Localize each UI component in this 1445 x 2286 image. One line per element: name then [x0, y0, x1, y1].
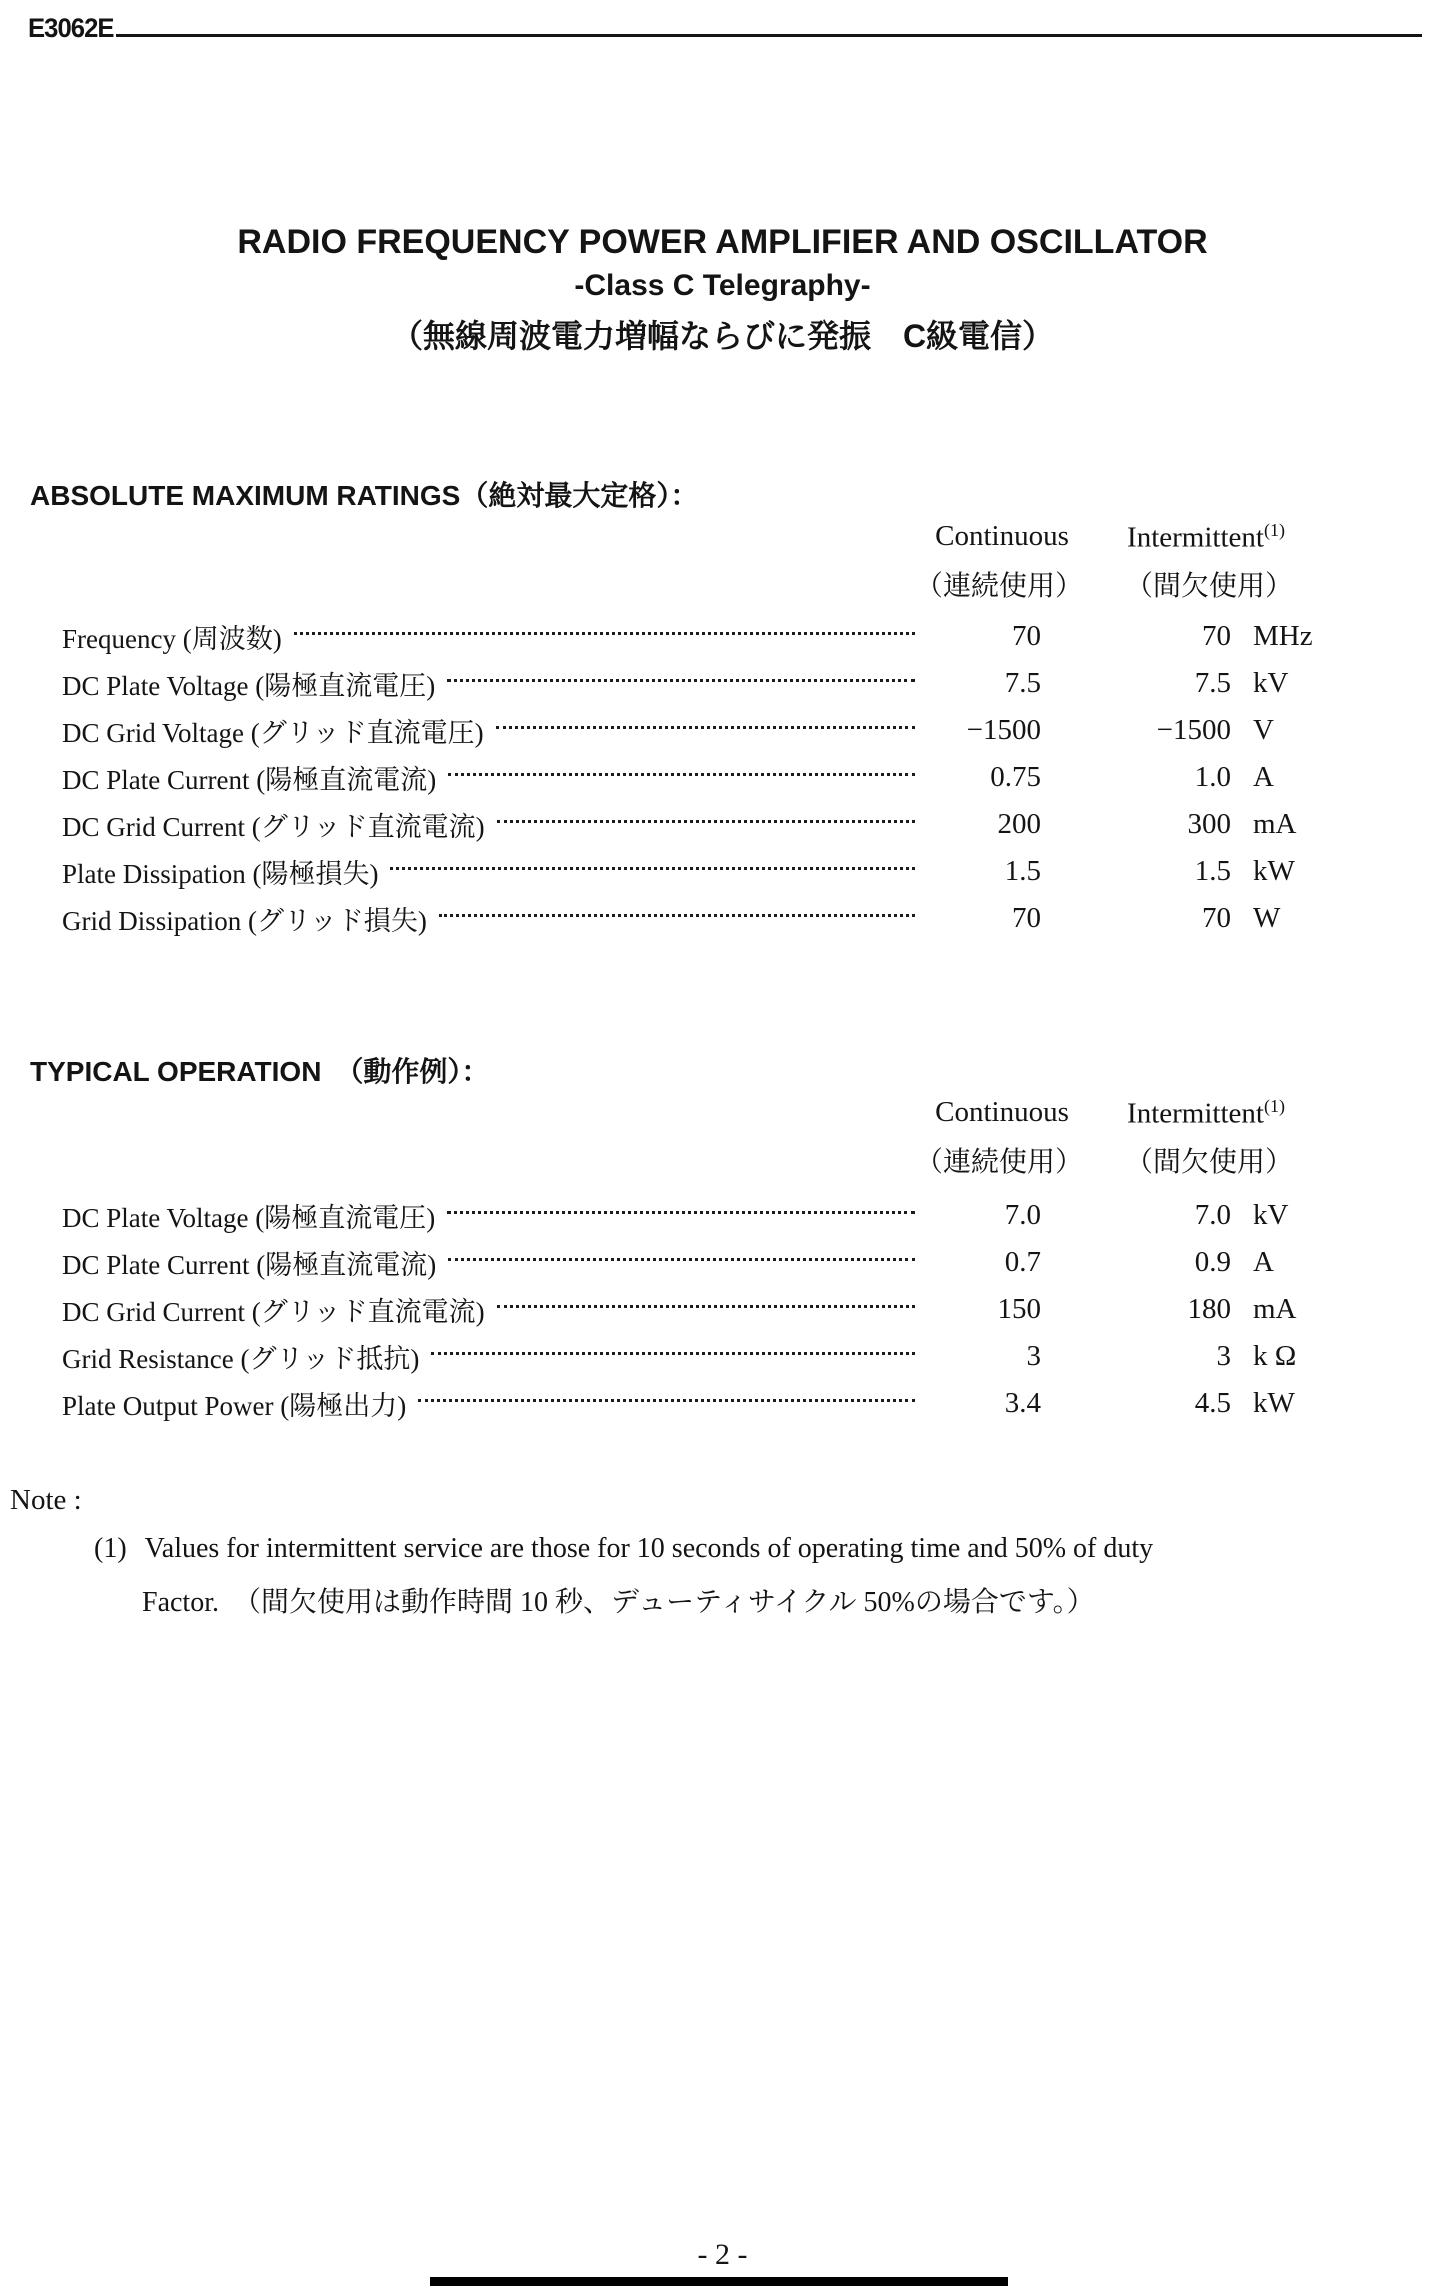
column-header-intermittent: Intermittent$^{(1)}$	[1127, 520, 1285, 554]
value-unit: kV	[1253, 667, 1289, 699]
note-line-1	[94, 1533, 1153, 1565]
leader-dots	[431, 1352, 915, 1355]
value-unit: V	[1253, 714, 1274, 746]
column-header-continuous: Continuous	[935, 1096, 1069, 1128]
value-continuous: 70	[1012, 902, 1041, 934]
section-heading-typical-operation: TYPICAL OPERATION （動作例）：	[30, 1056, 490, 1087]
row-label: Plate Dissipation (陽極損失)	[62, 859, 379, 889]
table-row	[62, 1380, 1330, 1427]
row-label: DC Grid Voltage (グリッド直流電圧)	[62, 718, 484, 748]
value-continuous: 70	[1012, 620, 1041, 652]
table-row	[62, 801, 1330, 848]
value-intermittent: 70	[1202, 902, 1231, 934]
value-unit: A	[1253, 1246, 1274, 1278]
value-unit: A	[1253, 761, 1274, 793]
value-continuous: 7.5	[1004, 667, 1041, 699]
footnote-marker: (1)	[1263, 1096, 1285, 1116]
note-item-number: (1)	[94, 1533, 127, 1564]
absolute-maximum-ratings-table	[62, 613, 1330, 942]
table-row	[62, 1286, 1330, 1333]
value-continuous: 200	[997, 808, 1041, 840]
leader-dots	[418, 1399, 915, 1402]
leader-dots	[447, 679, 915, 682]
value-continuous: 150	[997, 1293, 1041, 1325]
row-label: DC Grid Current (グリッド直流電流)	[62, 1297, 485, 1327]
note-text: Values for intermittent service are those for 10 seconds of operating time and 50% of duty	[144, 1533, 1154, 1564]
row-label: Grid Resistance (グリッド抵抗)	[62, 1344, 420, 1374]
section-heading-absolute-maximum-ratings: ABSOLUTE MAXIMUM RATINGS（絶対最大定格）：	[30, 480, 699, 511]
row-label: DC Plate Current (陽極直流電流)	[62, 765, 437, 795]
table-row	[62, 660, 1330, 707]
column-header-continuous-jp: （連続使用）	[914, 571, 1084, 602]
table-row	[62, 1239, 1330, 1286]
value-unit: kW	[1253, 855, 1295, 887]
page-number: - 2 -	[697, 2238, 748, 2271]
table-row	[62, 848, 1330, 895]
value-unit: kW	[1253, 1387, 1295, 1419]
row-label: DC Grid Current (グリッド直流電流)	[62, 812, 485, 842]
row-label: Grid Dissipation (グリッド損失)	[62, 906, 427, 936]
note-block	[10, 1484, 1153, 1620]
value-intermittent: 0.9	[1194, 1246, 1231, 1278]
table-row	[62, 895, 1330, 942]
page-title-japanese: （無線周波電力増幅ならびに発振 C級電信）	[390, 318, 1055, 354]
value-unit: MHz	[1253, 620, 1313, 652]
column-header-intermittent: Intermittent$^{(1)}$	[1127, 1096, 1285, 1130]
value-intermittent: 3	[1216, 1340, 1231, 1372]
value-intermittent: 4.5	[1194, 1387, 1231, 1419]
value-continuous: 1.5	[1004, 855, 1041, 887]
value-unit: kV	[1253, 1199, 1289, 1231]
table-row	[62, 707, 1330, 754]
table-row	[62, 754, 1330, 801]
note-line-2: Factor. （間欠使用は動作時間 10 秒、デューティサイクル 50%の場合です。）	[142, 1587, 1095, 1618]
value-unit: k Ω	[1253, 1340, 1297, 1372]
title-block	[0, 222, 1445, 362]
value-unit: mA	[1253, 808, 1297, 840]
value-intermittent: 1.5	[1194, 855, 1231, 887]
table-row	[62, 1333, 1330, 1380]
leader-dots	[390, 867, 915, 870]
value-intermittent: 7.5	[1194, 667, 1231, 699]
scan-artifact-bar	[430, 2277, 1008, 2286]
value-unit: mA	[1253, 1293, 1297, 1325]
page-subtitle: -Class C Telegraphy-	[574, 269, 871, 302]
leader-dots	[448, 773, 915, 776]
row-label: DC Plate Current (陽極直流電流)	[62, 1250, 437, 1280]
typical-operation-table	[62, 1192, 1330, 1427]
page-title: RADIO FREQUENCY POWER AMPLIFIER AND OSCILLATOR	[237, 223, 1208, 261]
value-continuous: 0.75	[990, 761, 1041, 793]
doc-id: E3062E	[28, 13, 114, 43]
table-row	[62, 613, 1330, 660]
table-row	[62, 1192, 1330, 1239]
leader-dots	[497, 820, 915, 823]
row-label: DC Plate Voltage (陽極直流電圧)	[62, 671, 436, 701]
note-label: Note :	[10, 1484, 82, 1516]
column-header-intermittent-jp: （間欠使用）	[1124, 1147, 1294, 1178]
value-intermittent: 1.0	[1194, 761, 1231, 793]
leader-dots	[447, 1211, 915, 1214]
leader-dots	[294, 632, 915, 635]
leader-dots	[496, 726, 915, 729]
footnote-marker: (1)	[1263, 520, 1285, 540]
leader-dots	[448, 1258, 915, 1261]
value-continuous: 3	[1026, 1340, 1041, 1372]
column-header-continuous-jp: （連続使用）	[914, 1147, 1084, 1178]
value-unit: W	[1253, 902, 1281, 934]
header-rule	[116, 34, 1422, 37]
row-label: Frequency (周波数)	[62, 624, 282, 654]
column-header-intermittent-jp: （間欠使用）	[1124, 571, 1294, 602]
leader-dots	[439, 914, 915, 917]
value-intermittent: 300	[1187, 808, 1231, 840]
value-continuous: −1500	[966, 714, 1041, 746]
row-label: DC Plate Voltage (陽極直流電圧)	[62, 1203, 436, 1233]
value-intermittent: 70	[1202, 620, 1231, 652]
column-header-continuous: Continuous	[935, 520, 1069, 552]
value-continuous: 7.0	[1004, 1199, 1041, 1231]
leader-dots	[497, 1305, 915, 1308]
value-intermittent: 180	[1187, 1293, 1231, 1325]
value-intermittent: 7.0	[1194, 1199, 1231, 1231]
row-label: Plate Output Power (陽極出力)	[62, 1391, 407, 1421]
value-intermittent: −1500	[1156, 714, 1231, 746]
value-continuous: 0.7	[1004, 1246, 1041, 1278]
value-continuous: 3.4	[1004, 1387, 1041, 1419]
